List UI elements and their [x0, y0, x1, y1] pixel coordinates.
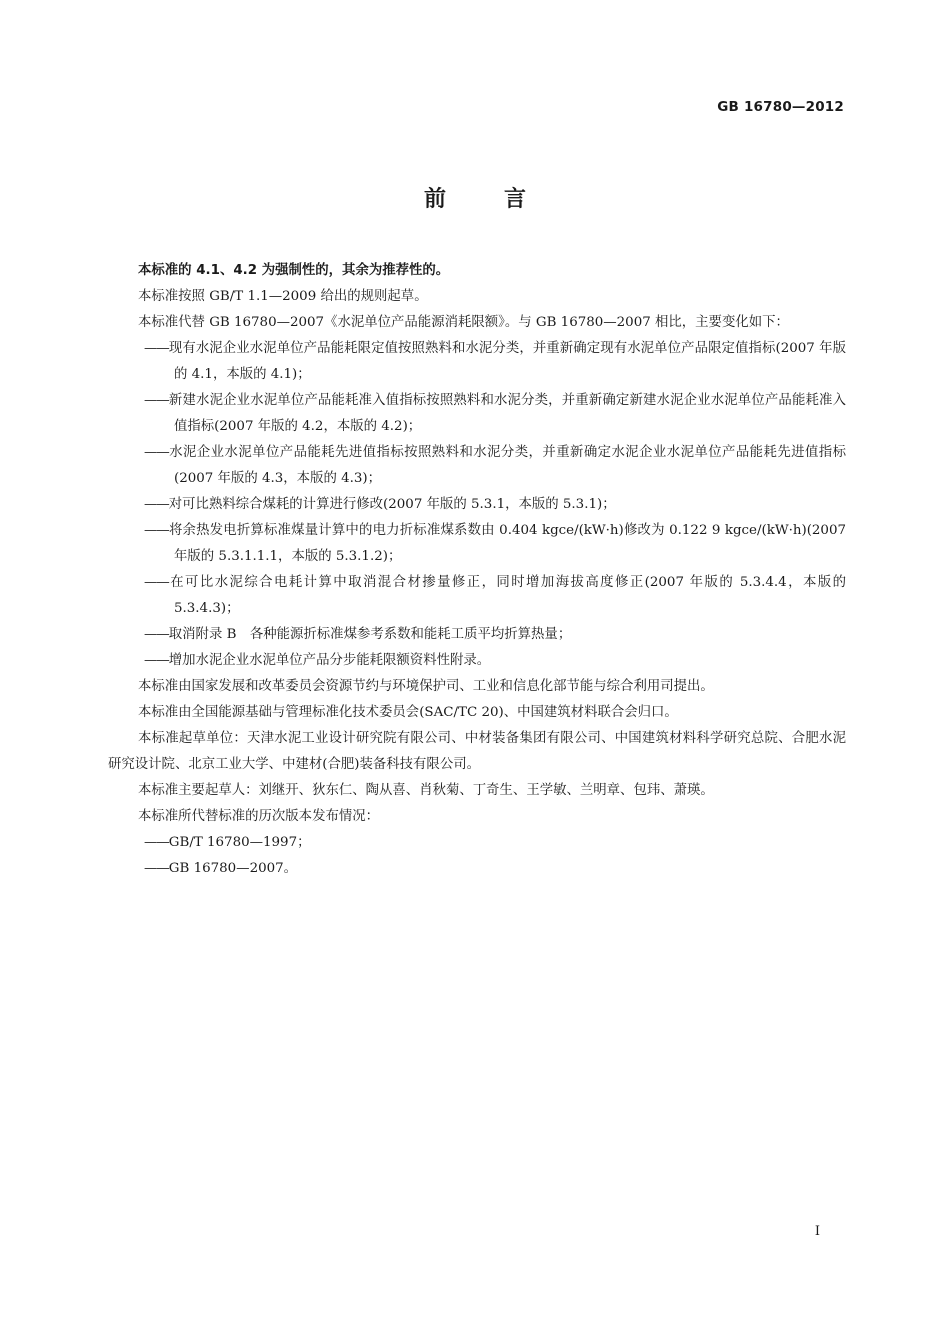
dash-marker: ——	[144, 627, 169, 642]
history-item-text: GB 16780—2007。	[168, 861, 298, 876]
dash-marker: ——	[144, 653, 169, 668]
change-item-text: 水泥企业水泥单位产品能耗先进值指标按照熟料和水泥分类，并重新确定水泥企业水泥单位产品能耗先进值指标(2007 年版的 4.3，本版的 4.3)；	[168, 445, 846, 486]
change-item-text: 将余热发电折算标准煤量计算中的电力折标准煤系数由 0.404 kgce/(kW·h)修改为 0.122 9 kgce/(kW·h)(2007 年版的 5.3.1.1.1，本版的 5.3.1.2)；	[168, 523, 846, 564]
dash-marker: ——	[144, 861, 169, 876]
drafting-rules-paragraph: 本标准按照 GB/T 1.1—2009 给出的规则起草。	[138, 289, 428, 304]
standard-number: GB 16780—2012	[717, 99, 844, 115]
proposer-paragraph: 本标准由国家发展和改革委员会资源节约与环境保护司、工业和信息化部节能与综合利用司提出。	[138, 679, 714, 694]
change-item	[108, 648, 846, 674]
change-item	[108, 388, 846, 440]
dash-marker: ——	[144, 497, 169, 512]
change-item-text: 对可比熟料综合煤耗的计算进行修改(2007 年版的 5.3.1，本版的 5.3.1)；	[168, 497, 616, 512]
history-intro-paragraph: 本标准所代替标准的历次版本发布情况：	[138, 809, 380, 824]
change-item	[108, 518, 846, 570]
dash-marker: ——	[144, 523, 169, 538]
history-item	[108, 856, 846, 882]
change-item-text: 增加水泥企业水泥单位产品分步能耗限额资料性附录。	[168, 653, 491, 668]
jurisdiction-paragraph: 本标准由全国能源基础与管理标准化技术委员会(SAC/TC 20)、中国建筑材料联合会归口。	[138, 705, 678, 720]
change-item-text: 新建水泥企业水泥单位产品能耗准入值指标按照熟料和水泥分类，并重新确定新建水泥企业水泥单位产品能耗准入值指标(2007 年版的 4.2，本版的 4.2)；	[168, 393, 846, 434]
dash-marker: ——	[144, 445, 169, 460]
change-item-text: 现有水泥企业水泥单位产品能耗限定值按照熟料和水泥分类，并重新确定现有水泥单位产品限定值指标(2007 年版的 4.1，本版的 4.1)；	[168, 341, 846, 382]
change-item	[108, 622, 846, 648]
page-title: 前言	[423, 187, 584, 212]
drafting-units-paragraph: 本标准起草单位：天津水泥工业设计研究院有限公司、中材装备集团有限公司、中国建筑材料科学研究总院、合肥水泥研究设计院、北京工业大学、中建材(合肥)装备科技有限公司。	[108, 731, 846, 772]
page-number: I	[814, 1224, 820, 1239]
foreword-body	[108, 258, 846, 882]
replacement-paragraph: 本标准代替 GB 16780—2007《水泥单位产品能源消耗限额》。与 GB 16780—2007 相比，主要变化如下：	[138, 315, 789, 330]
change-item	[108, 336, 846, 388]
dash-marker: ——	[144, 341, 169, 356]
history-item-text: GB/T 16780—1997；	[168, 835, 311, 850]
change-item	[108, 492, 846, 518]
history-item	[108, 830, 846, 856]
mandatory-clause-paragraph: 本标准的 4.1、4.2 为强制性的，其余为推荐性的。	[138, 263, 450, 278]
dash-marker: ——	[144, 835, 169, 850]
change-item	[108, 440, 846, 492]
change-item	[108, 570, 846, 622]
change-item-text: 取消附录 B 各种能源折标准煤参考系数和能耗工质平均折算热量；	[168, 627, 572, 642]
dash-marker: ——	[144, 575, 169, 590]
drafters-paragraph: 本标准主要起草人：刘继开、狄东仁、陶从喜、肖秋菊、丁奇生、王学敏、兰明章、包玮、萧瑛。	[138, 783, 714, 798]
change-item-text: 在可比水泥综合电耗计算中取消混合材掺量修正，同时增加海拔高度修正(2007 年版的 5.3.4.4，本版的 5.3.4.3)；	[168, 575, 846, 616]
dash-marker: ——	[144, 393, 169, 408]
